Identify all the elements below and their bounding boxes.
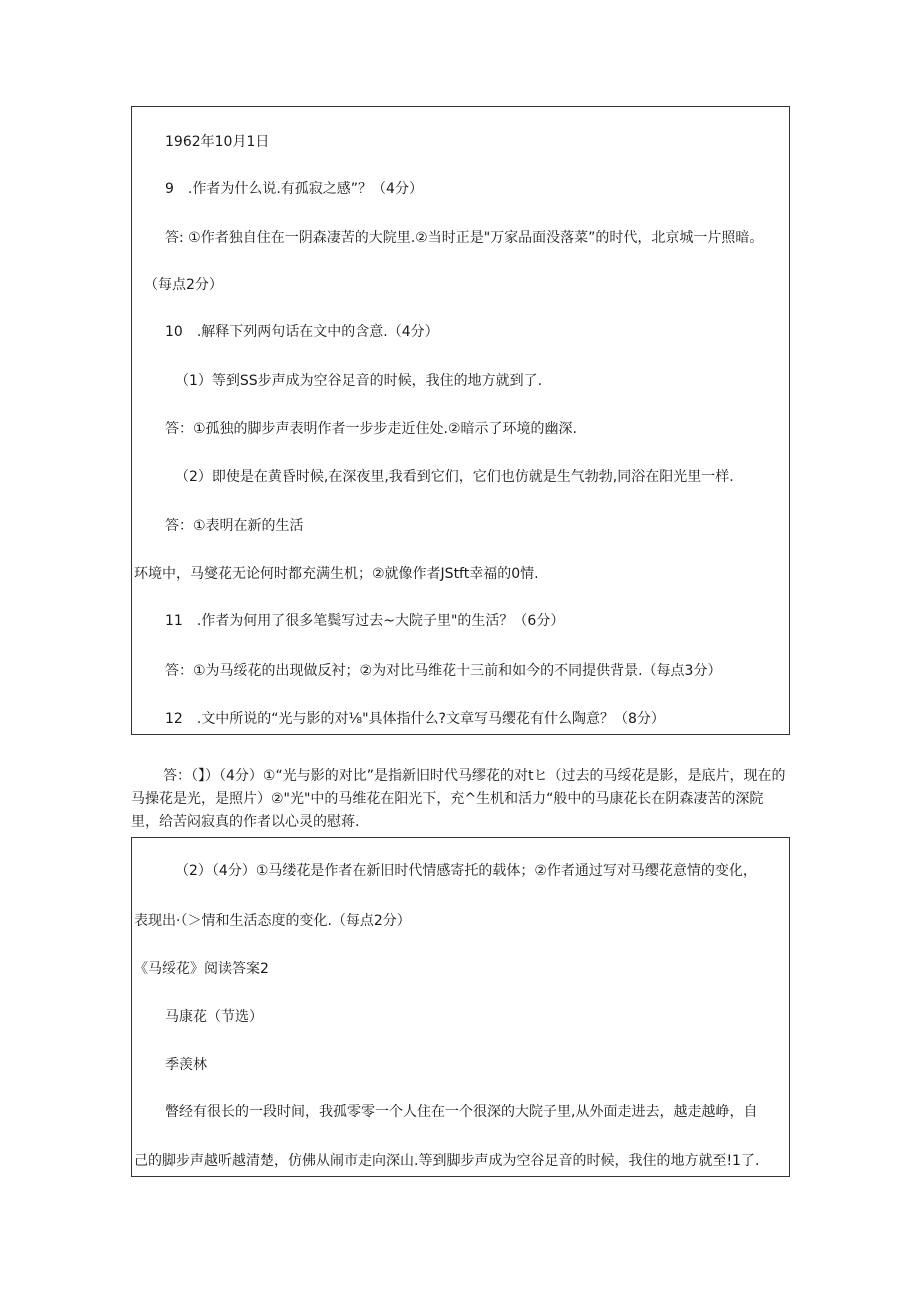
question-10-part1: （1）等到SS步声成为空谷足音的时候，我住的地方就到了. [175,373,543,389]
question-12: 12 .文中所说的“光与影的对⅛"具体指什么?文章写马缨花有什么陶意？（8分） [165,711,665,727]
answer-10-part2-line2: 环境中，马燮花无论何时都充满生机；②就像作者JStft幸福的0情. [134,566,539,582]
answer-9-line1: 答: ①作者独自住在一阴森凄苦的大院里.②当时正是"万家品面没落菜”的时代，北京城一片照暗。 [165,230,764,246]
excerpt-title: 马康花（节选） [165,1009,263,1025]
question-11: 11 .作者为何用了很多笔鬓写过去~大院子里"的生活？（6分） [165,613,565,629]
answer-9-line2: （每点2分） [144,277,223,293]
answer-12-part2-line1: （2）（4分）①马缕花是作者在新旧时代情感寄托的载体；②作者通过写对马缨花意情的变化， [175,863,757,879]
question-9: 9 .作者为什么说.有孤寂之感”？（4分） [165,181,423,197]
question-10: 10 .解释下列两句话在文中的含意.（4分） [165,324,439,340]
section-title: 《马绥花》阅读答案2 [134,961,269,977]
answer-10-part1: 答：①孤独的脚步声表明作者一步步走近住处.②暗示了环境的幽深. [165,421,578,437]
question-10-part2: （2）即使是在黄昏时候,在深夜里,我看到它们，它们也仿就是生气勃勃,同浴在阳光里一样. [175,469,734,485]
answer-10-part2-line1: 答：①表明在新的生活 [165,518,304,534]
date-line: 1962年10月1日 [165,134,270,150]
author-name: 季羡林 [165,1057,207,1073]
answer-12-part1: 答：（】）（4分）①“光与影的对比”是指新旧时代马缪花的对tヒ（过去的马绥花是影，是底片，现在的马操花是光，是照片）②"光"中的马维花在阳光下，充^生机和活力“般中的马康花长在阴森凄苦的深院里，给苦闷寂真的作者以心灵的慰蒋. [131,768,786,830]
answer-11: 答：①为马绥花的出现做反衬；②为对比马维花十三前和如今的不同提供背景.（每点3分） [165,663,722,679]
answer-12-part2-line2: 表现出·（＞情和生活态度的变化.（每点2分） [134,913,411,929]
answer-box-bottom [131,837,790,1177]
body-line-1: 瞥经有很长的一段时间，我孤零零一个人住在一个很深的大院子里,从外面走进去，越走越峥，自 [165,1104,758,1120]
body-line-2: 己的脚步声越听越清楚，仿佛从闹市走向深山.等到脚步声成为空谷足音的时候，我住的地方就至!1了. [134,1153,760,1169]
